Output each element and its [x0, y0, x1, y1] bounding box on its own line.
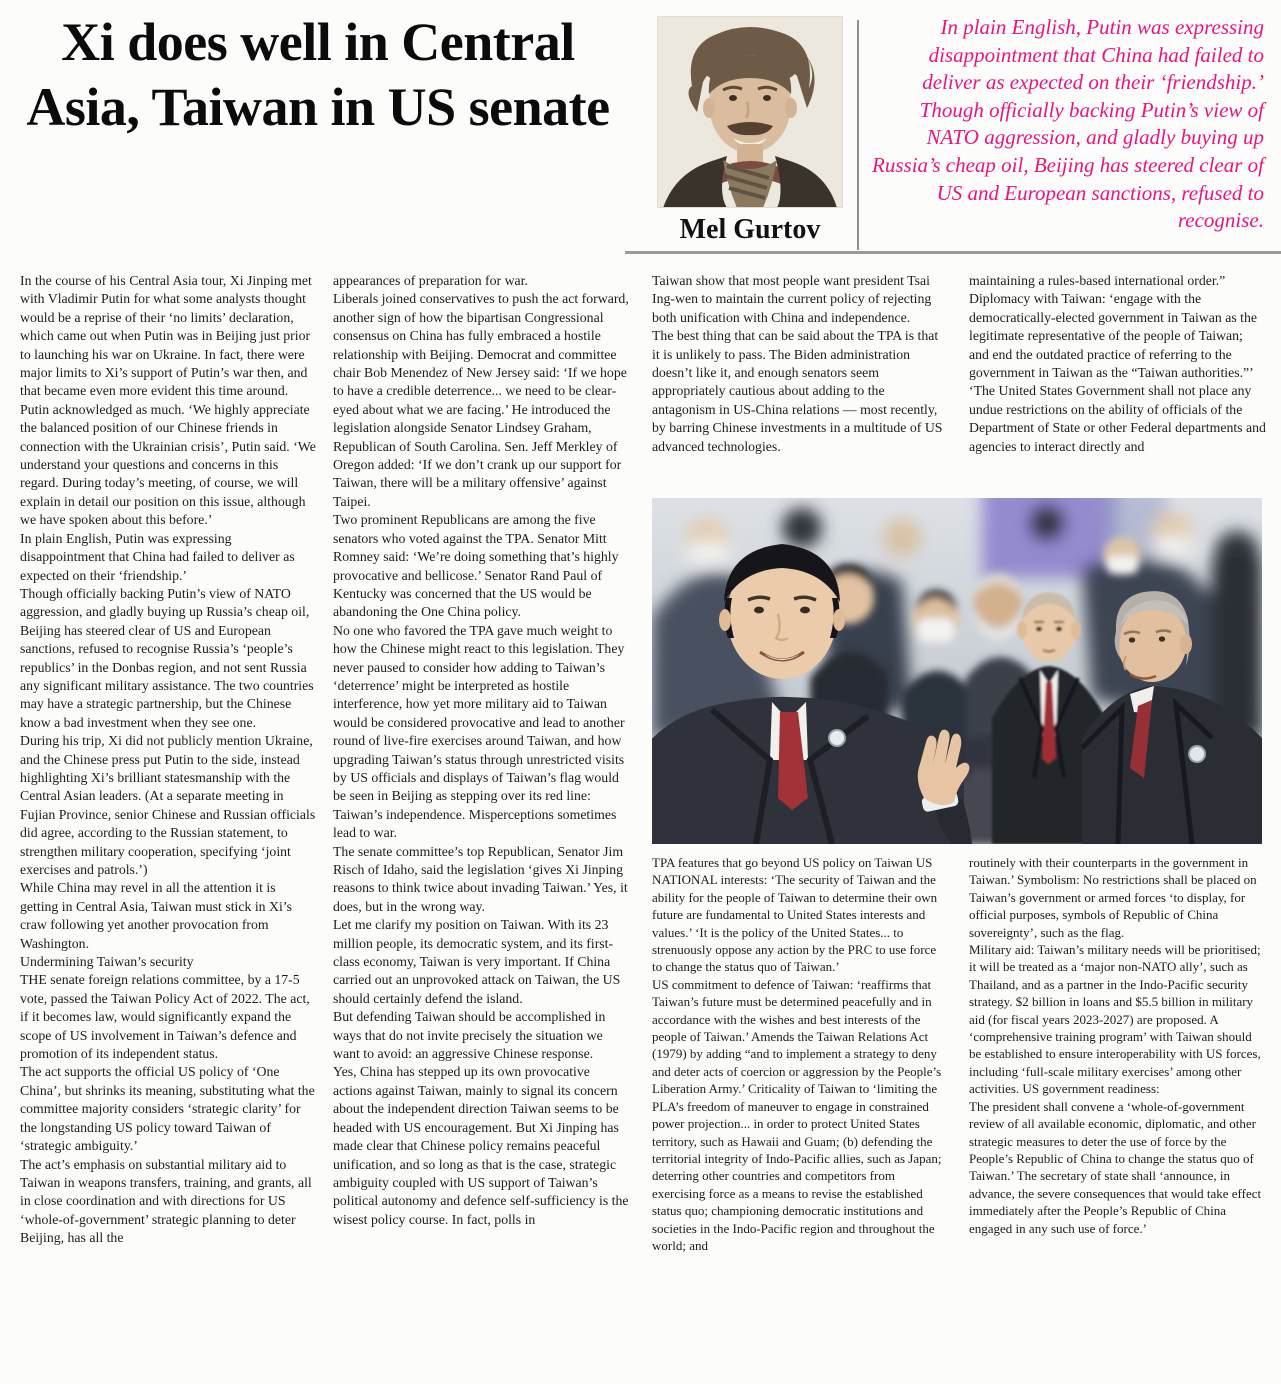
paragraph: The senate committee’s top Republican, Senator Jim Risch of Idaho, said the legislation ‘gives Xi Jinping reasons to think twice about invading Taiwan.’ Yes, it does, but in the wrong way. [333, 843, 628, 914]
paragraph: In plain English, Putin was expressing disappointment that China had failed to deliver as expected on their ‘friendship.’ [20, 530, 295, 583]
paragraph: Yes, China has stepped up its own provocative actions against Taiwan, mainly to signal its concern about the independent direction Taiwan seems to be headed with US encouragement. But Xi Jinping has made clear that Chinese policy remains peaceful unification, and so long as that is the case, strategic ambiguity coupled with US support of Taiwan’s political autonomy and defence self-sufficiency is the wisest policy course. In fact, polls in [333, 1064, 629, 1227]
paragraph: During his trip, Xi did not publicly mention Ukraine, and the Chinese press put Putin to the side, instead highlighting Xi’s brilliant statesmanship with the Central Asian leaders. (At a separate meeting in Fujian Province, senior Chinese and Russian officials did agree, according to the Russian statement, to strengthen military cooperation, specifying ‘joint exercises and patrols.’) [20, 733, 316, 877]
column-2 [333, 272, 630, 1380]
author-block [652, 16, 848, 246]
column-3-bottom [652, 854, 949, 1382]
paragraph: Liberals joined conservatives to push the act forward, another sign of how the bipartisan Congressional consensus on China has fully embraced a hostile relationship with Beijing. Democrat and committee chair Bob Menendez of New Jersey said: ‘If we hope to have a credible deterrence... we need to be clear-eyed about what we are facing.’ He introduced the legislation alongside Senator Lindsey Graham, Republican of South Carolina. Sen. Jeff Merkley of Oregon added: ‘If we don’t crank up our support for Taiwan, there will be a military offensive’ against Taipei. [333, 291, 629, 509]
paragraph: But defending Taiwan should be accomplished in ways that do not invite precisely the situation we want to avoid: an aggressive Chinese response. [333, 1009, 606, 1062]
author-photo [657, 16, 843, 208]
paragraph: maintaining a rules-based international order.” Diplomacy with Taiwan: ‘engage with the democratically-elected government in Taiwan as the legitimate representative of the people of Taiwan; and end the outdated practice of referring to the government in Taiwan as the “Taiwan authorities.”’ ‘The United States Government shall not place any undue restrictions on the ability of officials of the Department of State or other Federal departments and agencies to interact directly and [969, 273, 1266, 454]
pull-quote: In plain English, Putin was expressing disappointment that China had failed to deliver as expected on their ‘friendship.’ Though officially backing Putin’s view of NATO aggression, and gladly buying up Russia’s cheap oil, Beijing has steered clear of US and European sanctions, refused to recognise. [872, 15, 1264, 233]
paragraph: In the course of his Central Asia tour, Xi Jinping met with Vladimir Putin for what some analysts thought would be a reprise of their ‘no limits’ declaration, which came out when Putin was in Beijing just prior to launching his war on Ukraine. In fact, there were major limits to Xi’s support of Putin’s war then, and that became even more evident this time around. [20, 273, 312, 399]
paragraph: While China may revel in all the attention it is getting in Central Asia, Taiwan must stick in Xi’s craw following yet another provocation from Washington. [20, 880, 293, 951]
paragraph: TPA features that go beyond US policy on Taiwan US NATIONAL interests: ‘The security of Taiwan and the ability for the people of Taiwan to determine their own future are fundamental to United States interests and values.’ ‘It is the policy of the United States... to strenuously oppose any action by the PRC to use force to change the status quo of Taiwan.’ [652, 855, 938, 975]
header-rule [625, 251, 1281, 254]
column-1 [20, 272, 317, 1380]
summit-photo [652, 498, 1262, 844]
paragraph: THE senate foreign relations committee, by a 17-5 vote, passed the Taiwan Policy Act of 2022. The act, if it becomes law, would significantly expand the scope of US involvement in Taiwan’s defence and promotion of its independent status. [20, 972, 310, 1062]
subhead: Undermining Taiwan’s security [20, 954, 194, 970]
column-4-top [969, 272, 1266, 496]
vertical-divider [857, 20, 859, 250]
paragraph: The president shall convene a ‘whole-of-government review of all available economic, diplomatic, and other strategic measures to deter the use of force by the People’s Republic of China to change the status quo of Taiwan.’ The secretary of state shall ‘announce, in advance, the severe consequences that would take effect immediately after the People’s Republic of China engaged in any such use of force.’ [969, 1098, 1262, 1236]
author-name: Mel Gurtov [679, 214, 821, 245]
column-4-bottom [969, 854, 1266, 1382]
paragraph: appearances of preparation for war. [333, 273, 528, 288]
paragraph: US commitment to defence of Taiwan: ‘reaffirms that Taiwan’s future must be determined peacefully and in accordance with the wishes and best interests of the people of Taiwan.’ Amends the Taiwan Relations Act (1979) by adding “and to implement a strategy to deny and deter acts of coercion or aggression by the People’s Liberation Army.’ Criticality of Taiwan to ‘limiting the PLA’s freedom of maneuver to engage in constrained power projection... in order to protect United States territory, such as Hawaii and Guam; (b) defending the territorial integrity of Indo-Pacific allies, such as Japan; deterring other countries and competitors from exercising force as a means to revise the established status quo; championing democratic institutions and societies in the Indo-Pacific region and throughout the world; and [652, 976, 942, 1253]
paragraph: Putin acknowledged as much. ‘We highly appreciate the balanced position of our Chinese friends in connection with the Ukrainian crisis’, Putin said. ‘We understand your questions and concerns in this regard. During today’s meeting, of course, we will explain in detail our position on this issue, although we have spoken about this before.’ [20, 401, 316, 528]
author-portrait-graphic [657, 16, 843, 208]
paragraph: Two prominent Republicans are among the five senators who voted against the TPA. Senator Mitt Romney said: ‘We’re doing something that’s highly provocative and bellicose.’ Senator Rand Paul of Kentucky was concerned that the US would be abandoning the One China policy. [333, 512, 619, 620]
paragraph: The act supports the official US policy of ‘One China’, but shrinks its meaning, substituting what the committee majority considers ‘strategic clarity’ for the longstanding US policy toward Taiwan of ‘strategic ambiguity.’ [20, 1064, 315, 1154]
paragraph: The act’s emphasis on substantial military aid to Taiwan in weapons transfers, training, and grants, all in close coordination and with directions for US ‘whole-of-government’ strategic planning to deter Beijing, has all the [20, 1156, 312, 1246]
paragraph: Military aid: Taiwan’s military needs will be prioritised; it will be treated as a ‘major non-NATO ally’, such as Thailand, and as a partner in the Indo-Pacific security strategy. $2 billion in loans and $5.5 billion in military aid (for fiscal years 2023-2027) are proposed. A ‘comprehensive training program’ with Taiwan should be established to ensure interoperability with US forces, including ‘full-scale military exercises’ among other activities. US government readiness: [969, 942, 1261, 1097]
paragraph: routinely with their counterparts in the government in Taiwan.’ Symbolism: No restrictions shall be placed on Taiwan’s government or armed forces ‘to display, for official purposes, symbols of Republic of China sovereignty’, such as the flag. [969, 855, 1257, 940]
column-3-top [652, 272, 949, 496]
paragraph: No one who favored the TPA gave much weight to how the Chinese might react to this legislation. They never paused to consider how adding to Taiwan’s ‘deterrence’ might be interpreted as hostile interference, how yet more military aid to Taiwan would be considered provocative and lead to another round of live-fire exercises around Taiwan, and how upgrading Taiwan’s status through unrestricted visits by US officials and displays of Taiwan’s flag would be seen in Beijing as stepping over its red line: Taiwan’s independence. Misperceptions sometimes lead to war. [333, 622, 625, 841]
paragraph: Though officially backing Putin’s view of NATO aggression, and gladly buying up Russia’s cheap oil, Beijing has steered clear of US and European sanctions, refused to recognise Russia’s ‘people’s republics’ in the Donbas region, and not sent Russia any significant military assistance. The two countries may have a strategic partnership, but the Chinese know a bad investment when they see one. [20, 585, 314, 730]
paragraph: Let me clarify my position on Taiwan. With its 23 million people, its democratic system, and its first-class economy, Taiwan is very important. If China carried out an unprovoked attack on Taiwan, the US should certainly defend the island. [333, 917, 621, 1006]
paragraph: Taiwan show that most people want president Tsai Ing-wen to maintain the current policy of rejecting both unification with China and independence. [652, 273, 932, 325]
paragraph: The best thing that can be said about the TPA is that it is unlikely to pass. The Biden administration doesn’t like it, and enough senators seem appropriately cautious about adding to the antagonism in US-China relations — most recently, by barring Chinese investments in a multitude of US advanced technologies. [652, 328, 943, 454]
summit-photo-graphic [652, 498, 1262, 844]
headline: Xi does well in Central Asia, Taiwan in US senate [26, 12, 610, 137]
